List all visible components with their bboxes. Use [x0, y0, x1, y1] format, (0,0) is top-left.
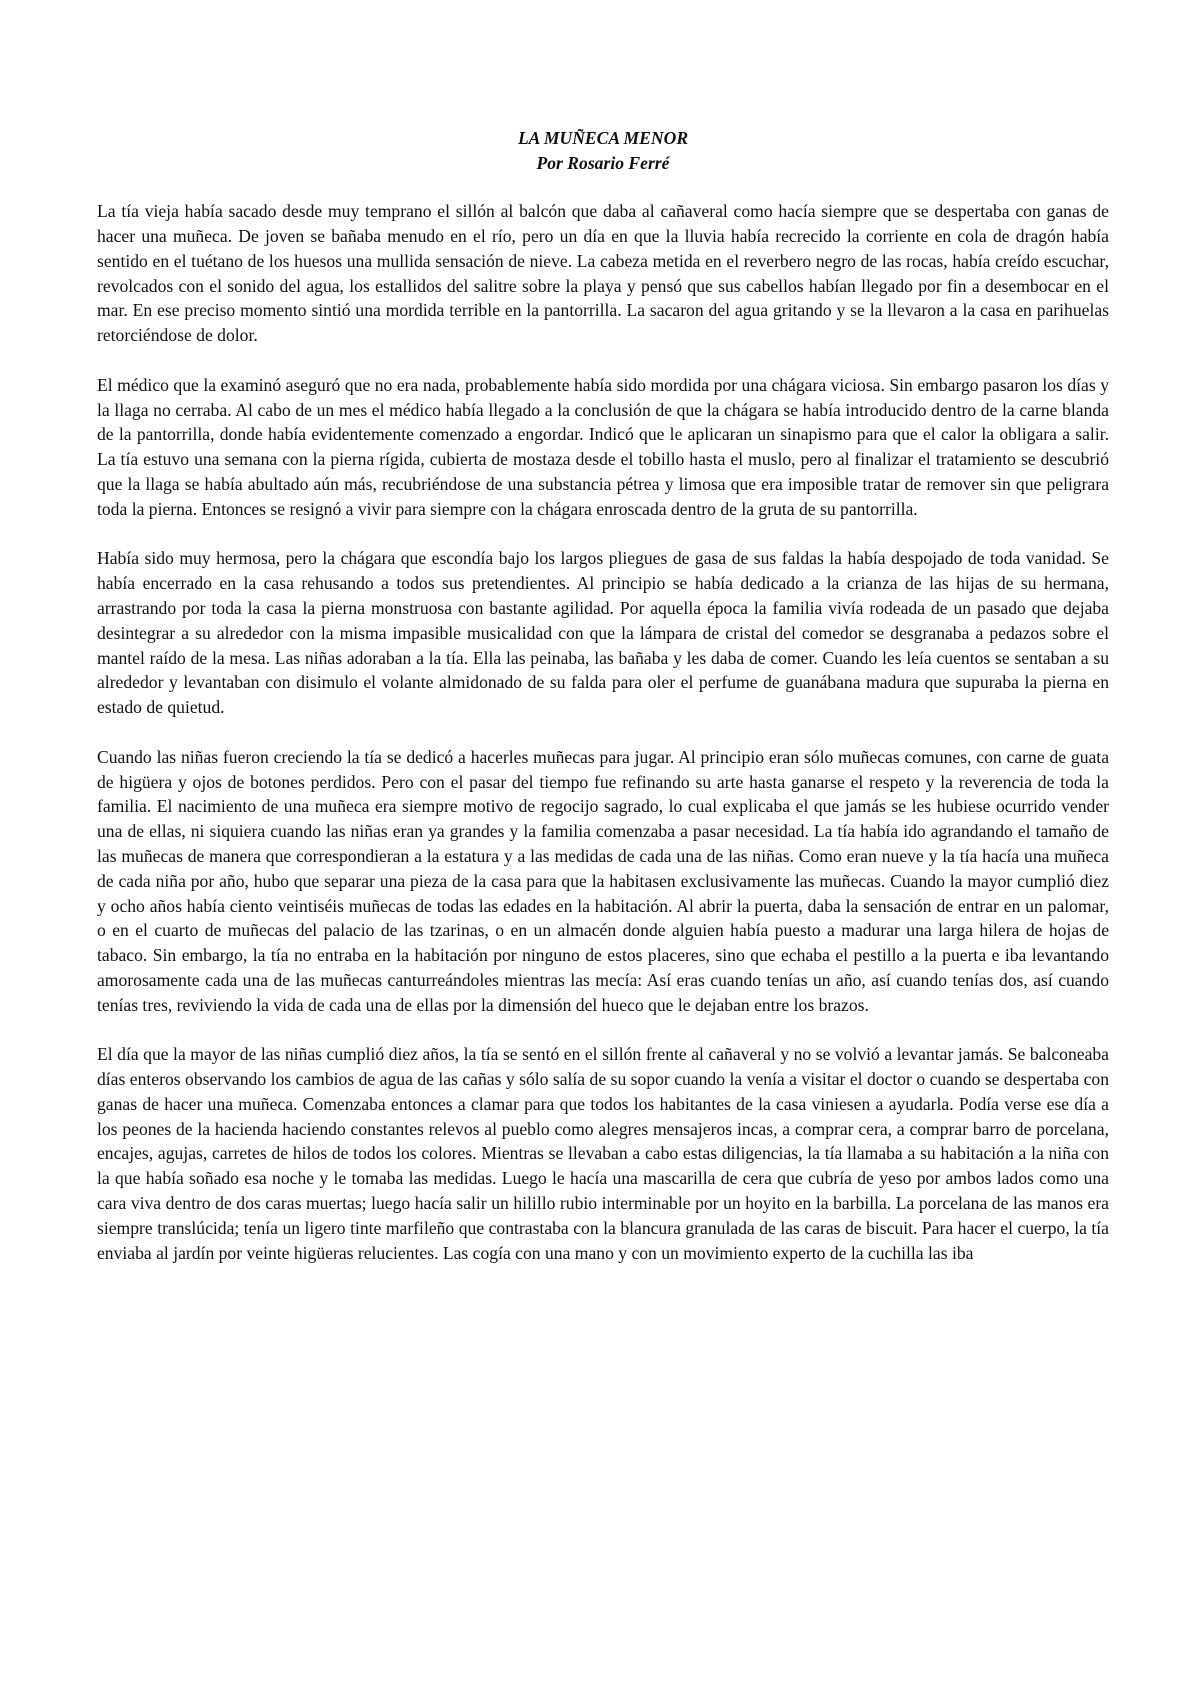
paragraph: La tía vieja había sacado desde muy temprano el sillón al balcón que daba al cañaveral como hacía siempre que se despertaba con ganas de hacer una muñeca. De joven se bañaba menudo en el río, pero un día en que la lluvia había recrecido la corriente en cola de dragón había sentido en el tuétano de los huesos una mullida sensación de nieve. La cabeza metida en el reverbero negro de las rocas, había creído escuchar, revolcados con el sonido del agua, los estallidos del salitre sobre la playa y pensó que sus cabellos habían llegado por fin a desembocar en el mar. En ese preciso momento sintió una mordida terrible en la pantorrilla. La sacaron del agua gritando y se la llevaron a la casa en parihuelas retorciéndose de dolor. — [97, 201, 1109, 346]
body-text — [97, 199, 1109, 1265]
document-title: LA MUÑECA MENOR — [517, 128, 689, 148]
paragraph: Había sido muy hermosa, pero la chágara que escondía bajo los largos pliegues de gasa de sus faldas la había despojado de toda vanidad. Se había encerrado en la casa rehusando a todos sus pretendientes. Al principio se había dedicado a la crianza de las hijas de su hermana, arrastrando por toda la casa la pierna monstruosa con bastante agilidad. Por aquella época la familia vivía rodeada de un pasado que dejaba desintegrar a su alrededor con la misma impasible musicalidad con que la lámpara de cristal del comedor se desgranaba a pedazos sobre el mantel raído de la mesa. Las niñas adoraban a la tía. Ella las peinaba, las bañaba y les daba de comer. Cuando les leía cuentos se sentaban a su alrededor y levantaban con disimulo el volante almidonado de su falda para oler el perfume de guanábana madura que supuraba la pierna en estado de quietud. — [97, 548, 1109, 718]
author-line: Por Rosario Ferré — [536, 152, 670, 173]
title-block — [97, 126, 1109, 175]
document-page — [97, 126, 1109, 1265]
paragraph: El médico que la examinó aseguró que no era nada, probablemente había sido mordida por una chágara viciosa. Sin embargo pasaron los días y la llaga no cerraba. Al cabo de un mes el médico había llegado a la conclusión de que la chágara se había introducido dentro de la carne blanda de la pantorrilla, donde había evidentemente comenzado a engordar. Indicó que le aplicaran un sinapismo para que el calor la obligara a salir. La tía estuvo una semana con la pierna rígida, cubierta de mostaza desde el tobillo hasta el muslo, pero al finalizar el tratamiento se descubrió que la llaga se había abultado aún más, recubriéndose de una substancia pétrea y limosa que era imposible tratar de remover sin que peligrara toda la pierna. Entonces se resignó a vivir para siempre con la chágara enroscada dentro de la gruta de su pantorrilla. — [97, 374, 1109, 519]
paragraph: Cuando las niñas fueron creciendo la tía se dedicó a hacerles muñecas para jugar. Al principio eran sólo muñecas comunes, con carne de guata de higüera y ojos de botones perdidos. Pero con el pasar del tiempo fue refinando su arte hasta ganarse el respeto y la reverencia de toda la familia. El nacimiento de una muñeca era siempre motivo de regocijo sagrado, lo cual explicaba el que jamás se les hubiese ocurrido vender una de ellas, ni siquiera cuando las niñas eran ya grandes y la familia comenzaba a pasar necesidad. La tía había ido agrandando el tamaño de las muñecas de manera que correspondieran a la estatura y a las medidas de cada una de las niñas. Como eran nueve y la tía hacía una muñeca de cada niña por año, hubo que separar una pieza de la casa para que la habitasen exclusivamente las muñecas. Cuando la mayor cumplió diez y ocho años había ciento veintiséis muñecas de todas las edades en la habitación. Al abrir la puerta, daba la sensación de entrar en un palomar, o en el cuarto de muñecas del palacio de las tzarinas, o en un almacén donde alguien había puesto a madurar una larga hilera de hojas de tabaco. Sin embargo, la tía no entraba en la habitación por ninguno de estos placeres, sino que echaba el pestillo a la puerta e iba levantando amorosamente cada una de las muñecas canturreándoles mientras las mecía: Así eras cuando tenías un año, así cuando tenías dos, así cuando tenías tres, reviviendo la vida de cada una de ellas por la dimensión del hueco que le dejaban entre los brazos. — [97, 746, 1109, 1015]
paragraph: El día que la mayor de las niñas cumplió diez años, la tía se sentó en el sillón frente al cañaveral y no se volvió a levantar jamás. Se balconeaba días enteros observando los cambios de agua de las cañas y sólo salía de su sopor cuando la venía a visitar el doctor o cuando se despertaba con ganas de hacer una muñeca. Comenzaba entonces a clamar para que todos los habitantes de la casa viniesen a ayudarla. Podía verse ese día a los peones de la hacienda haciendo constantes relevos al pueblo como alegres mensajeros incas, a comprar cera, a comprar barro de porcelana, encajes, agujas, carretes de hilos de todos los colores. Mientras se llevaban a cabo estas diligencias, la tía llamaba a su habitación a la niña con la que había soñado esa noche y le tomaba las medidas. Luego le hacía una mascarilla de cera que cubría de yeso por ambos lados como una cara viva dentro de dos caras muertas; luego hacía salir un hilillo rubio interminable por un hoyito en la barbilla. La porcelana de las manos era siempre translúcida; tenía un ligero tinte marfileño que contrastaba con la blancura granulada de las caras de biscuit. Para hacer el cuerpo, la tía enviaba al jardín por veinte higüeras relucientes. Las cogía con una mano y con un movimiento experto de la cuchilla las iba — [97, 1044, 1109, 1263]
